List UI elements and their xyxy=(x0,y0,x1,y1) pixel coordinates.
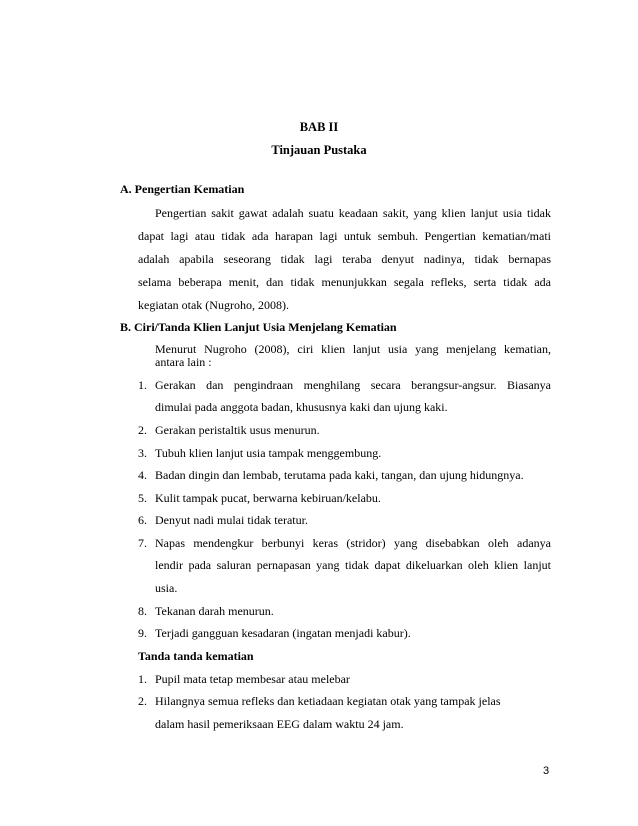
chapter-number: BAB II xyxy=(299,120,339,134)
page-number: 3 xyxy=(543,765,550,777)
list-number: 1. xyxy=(138,672,147,686)
list-item: Tekanan darah menurun. xyxy=(155,604,274,618)
paragraph-line: adalah apabila seseorang tidak lagi teraba denyut nadinya, tidak bernapas xyxy=(138,252,551,266)
paragraph-line: kegiatan otak (Nugroho, 2008). xyxy=(138,298,289,312)
list-item: Badan dingin dan lembab, terutama pada kaki, tangan, dan ujung hidungnya. xyxy=(155,468,524,482)
paragraph-line: Pengertian sakit gawat adalah suatu keadaan sakit, yang klien lanjut usia tidak xyxy=(155,206,551,220)
list-item: Gerakan peristaltik usus menurun. xyxy=(155,423,320,437)
list-item: Terjadi gangguan kesadaran (ingatan menjadi kabur). xyxy=(155,626,411,640)
list-item: lendir pada saluran pernapasan yang tidak dapat dikeluarkan oleh klien lanjut xyxy=(155,558,551,572)
list-item: Pupil mata tetap membesar atau melebar xyxy=(155,672,350,686)
list-number: 8. xyxy=(138,604,147,618)
list-item: Denyut nadi mulai tidak teratur. xyxy=(155,513,308,527)
list-item: Kulit tampak pucat, berwarna kebiruan/kelabu. xyxy=(155,491,381,505)
list-number: 4. xyxy=(138,468,147,482)
list-number: 5. xyxy=(138,491,147,505)
list-item: Hilangnya semua refleks dan ketiadaan kegiatan otak yang tampak jelas xyxy=(155,694,501,708)
chapter-title: Tinjauan Pustaka xyxy=(271,143,367,157)
list-number: 1. xyxy=(138,378,147,392)
list-number: 3. xyxy=(138,446,147,460)
paragraph-line: Menurut Nugroho (2008), ciri klien lanjut usia yang menjelang kematian, xyxy=(155,342,551,356)
paragraph-line: selama beberapa menit, dan tidak menunjukkan segala refleks, serta tidak ada xyxy=(138,275,551,289)
list-item: dalam hasil pemeriksaan EEG dalam waktu 24 jam. xyxy=(155,717,404,731)
paragraph-line: dapat lagi atau tidak ada harapan lagi untuk sembuh. Pengertian kematian/mati xyxy=(138,229,551,243)
list-item: Napas mendengkur berbunyi keras (stridor) yang disebabkan oleh adanya xyxy=(155,536,551,550)
list-item: dimulai pada anggota badan, khususnya kaki dan ujung kaki. xyxy=(155,400,448,414)
list-item: Gerakan dan pengindraan menghilang secara berangsur-angsur. Biasanya xyxy=(155,378,551,392)
signs-of-death-heading: Tanda tanda kematian xyxy=(138,649,254,663)
paragraph-line: antara lain : xyxy=(155,355,212,369)
list-number: 7. xyxy=(138,536,147,550)
list-item: Tubuh klien lanjut usia tampak menggembung. xyxy=(155,446,382,460)
list-number: 2. xyxy=(138,694,147,708)
list-number: 9. xyxy=(138,626,147,640)
list-item: usia. xyxy=(155,581,178,595)
list-number: 6. xyxy=(138,513,147,527)
list-number: 2. xyxy=(138,423,147,437)
section-a-heading: A. Pengertian Kematian xyxy=(120,182,245,196)
section-b-heading: B. Ciri/Tanda Klien Lanjut Usia Menjelang Kematian xyxy=(120,320,397,334)
